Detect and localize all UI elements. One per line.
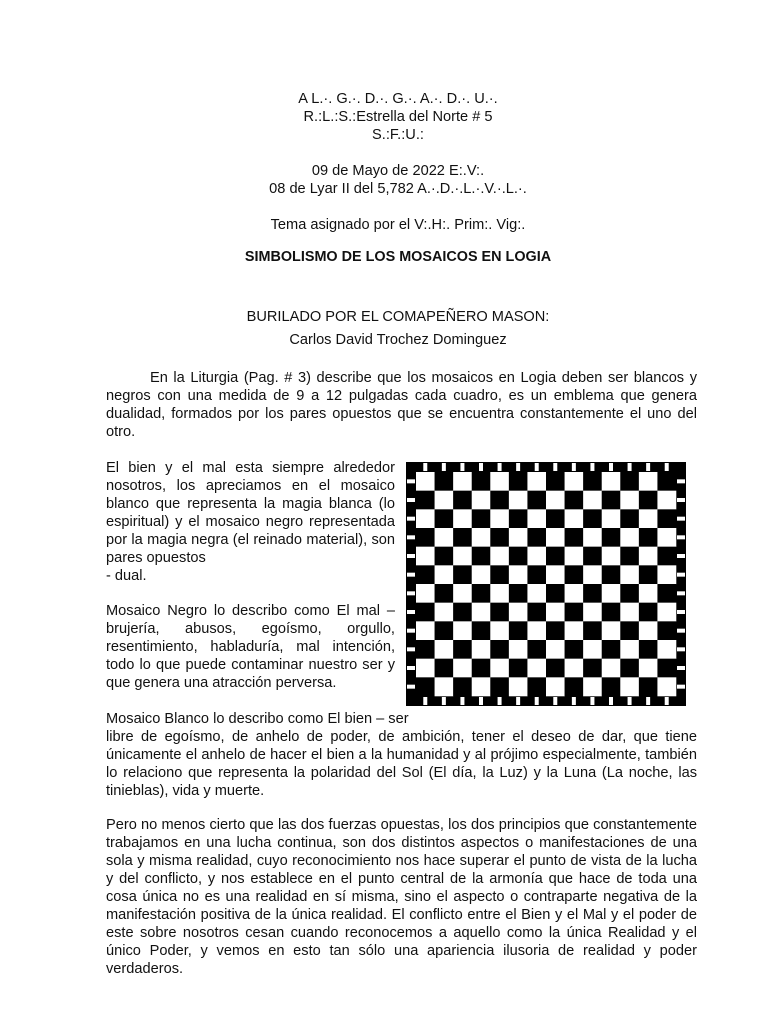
mosaic-tile — [583, 565, 602, 584]
mosaic-tile — [639, 528, 658, 547]
mosaic-tile — [509, 621, 528, 640]
mosaic-tile — [583, 509, 602, 528]
border-notch — [442, 697, 446, 705]
mosaic-tile — [509, 509, 528, 528]
mosaic-tile — [435, 509, 454, 528]
mosaic-tile — [602, 491, 621, 510]
border-notch — [677, 685, 685, 689]
mosaic-tile — [435, 677, 454, 696]
mosaic-tile — [565, 640, 584, 659]
header-tema: Tema asignado por el V:.H:. Prim:. Vig:. — [270, 217, 526, 233]
mosaic-tile — [620, 640, 639, 659]
mosaic-tile — [472, 509, 491, 528]
mosaic-tile — [453, 659, 472, 678]
mosaic-tile — [602, 640, 621, 659]
border-notch — [460, 697, 464, 705]
mosaic-tile — [565, 472, 584, 491]
mosaic-tile — [509, 565, 528, 584]
mosaic-tile — [657, 528, 676, 547]
border-notch — [479, 463, 483, 471]
mosaic-tile — [583, 528, 602, 547]
mosaic-tile — [435, 565, 454, 584]
mosaic-tile — [602, 584, 621, 603]
mosaic-tile — [509, 640, 528, 659]
document-title: SIMBOLISMO DE LOS MOSAICOS EN LOGIA — [244, 249, 552, 265]
mosaic-tile — [546, 528, 565, 547]
mosaic-tile — [639, 640, 658, 659]
border-notch — [407, 685, 415, 689]
border-notch — [677, 554, 685, 558]
mosaic-tile — [657, 603, 676, 622]
mosaic-tile — [602, 677, 621, 696]
mosaic-tile — [453, 677, 472, 696]
border-notch — [423, 697, 427, 705]
mosaic-tile — [490, 640, 509, 659]
mosaic-tile — [565, 491, 584, 510]
mosaic-tile — [583, 603, 602, 622]
mosaic-tile — [527, 528, 546, 547]
mosaic-tile — [583, 659, 602, 678]
mosaic-tile — [546, 472, 565, 491]
mosaic-tile — [416, 659, 435, 678]
mosaic-tile — [602, 472, 621, 491]
mosaic-tile — [472, 603, 491, 622]
border-notch — [535, 463, 539, 471]
border-notch — [553, 697, 557, 705]
paragraph-2 — [106, 459, 395, 585]
mosaic-tile — [527, 640, 546, 659]
mosaic-tile — [565, 565, 584, 584]
mosaic-tile — [416, 640, 435, 659]
mosaic-tile — [657, 640, 676, 659]
mosaic-tile — [565, 621, 584, 640]
border-notch — [407, 517, 415, 521]
border-notch — [407, 573, 415, 577]
mosaic-tile — [416, 677, 435, 696]
mosaic-tile — [546, 621, 565, 640]
mosaic-tile — [583, 640, 602, 659]
mosaic-tile — [472, 491, 491, 510]
mosaic-tile — [509, 528, 528, 547]
border-notch — [665, 697, 669, 705]
border-notch — [516, 697, 520, 705]
mosaic-tile — [416, 603, 435, 622]
mosaic-tile — [490, 528, 509, 547]
border-notch — [590, 697, 594, 705]
mosaic-tile — [453, 584, 472, 603]
mosaic-tile — [490, 621, 509, 640]
mosaic-tile — [416, 584, 435, 603]
mosaic-tile — [472, 584, 491, 603]
checkerboard-svg — [406, 462, 686, 706]
mosaic-tile — [435, 547, 454, 566]
mosaic-tile — [453, 565, 472, 584]
mosaic-tile — [527, 659, 546, 678]
mosaic-tile — [472, 677, 491, 696]
mosaic-tile — [472, 565, 491, 584]
mosaic-tile — [620, 565, 639, 584]
mosaic-tile — [639, 677, 658, 696]
mosaic-tile — [565, 584, 584, 603]
paragraph-5: Pero no menos cierto que las dos fuerzas opuestas, los dos principios que constantemente trabajamos en una lucha continua, son dos distintos aspectos o manifestaciones de una sola y misma realidad, cuyo reconocimiento nos hace superar el punto de vista de la lucha y del conflicto, y nos establece en el punto central de la armonía que hace de toda una cosa única no es una realidad en sí misma, sino el aspecto o contraparte negativa de la manifestación positiva de la única realidad. El conflicto entre el Bien y el Mal y el poder de este sobre nosotros cesan cuando reconocemos a aquello como la única Realidad y el único Poder, y vemos en esto tan sólo una apariencia ilusoria de realidad y poder verdaderos. — [106, 817, 697, 977]
border-notch — [423, 463, 427, 471]
paragraph-3: Mosaico Negro lo describo como El mal – brujería, abusos, egoísmo, orgullo, resentimiento, habladuría, mal intención, todo lo que puede contaminar nuestro ser y que genera una atracción perversa. — [106, 603, 395, 691]
mosaic-tile — [565, 603, 584, 622]
mosaic-tile — [657, 584, 676, 603]
mosaic-tile — [490, 509, 509, 528]
mosaic-tile — [620, 621, 639, 640]
mosaic-tile — [546, 640, 565, 659]
mosaic-tile — [620, 472, 639, 491]
border-notch — [535, 697, 539, 705]
border-notch — [677, 647, 685, 651]
mosaic-tile — [509, 491, 528, 510]
mosaic-tile — [490, 491, 509, 510]
mosaic-tile — [527, 547, 546, 566]
mosaic-tile — [435, 491, 454, 510]
mosaic-tile — [453, 528, 472, 547]
mosaic-tile — [472, 640, 491, 659]
mosaic-tile — [602, 528, 621, 547]
paragraph-2-tail: - dual. — [106, 568, 147, 584]
border-notch — [677, 573, 685, 577]
mosaic-tile — [527, 621, 546, 640]
mosaic-tile — [657, 621, 676, 640]
paragraph-4-body: libre de egoísmo, de anhelo de poder, de ambición, tener el deseo de dar, que tiene únicamente el anhelo de hacer el bien a la humanidad y al prójimo especialmente, también lo relaciono que representa la polaridad del Sol (El día, la Luz) y la Luna (La noche, las tinieblas), vida y muerte. — [106, 729, 697, 799]
mosaic-tile — [509, 659, 528, 678]
author-label: BURILADO POR EL COMAPEÑERO MASON: — [246, 309, 550, 325]
border-notch — [677, 610, 685, 614]
border-notch — [590, 463, 594, 471]
mosaic-tile — [490, 584, 509, 603]
mosaic-tile — [565, 677, 584, 696]
border-notch — [572, 697, 576, 705]
border-notch — [407, 666, 415, 670]
mosaic-tile — [509, 677, 528, 696]
mosaic-tile — [583, 584, 602, 603]
mosaic-tile — [602, 547, 621, 566]
header-line-3: S.:F.:U.: — [372, 127, 424, 143]
mosaic-tile — [546, 659, 565, 678]
border-notch — [572, 463, 576, 471]
border-notch — [628, 697, 632, 705]
border-notch — [407, 591, 415, 595]
mosaic-tile — [416, 565, 435, 584]
mosaic-tile — [657, 509, 676, 528]
border-notch — [407, 647, 415, 651]
mosaic-tile — [546, 677, 565, 696]
mosaic-tile — [565, 528, 584, 547]
document-header — [0, 90, 768, 234]
border-notch — [646, 463, 650, 471]
mosaic-tile — [583, 472, 602, 491]
mosaic-tile — [657, 659, 676, 678]
mosaic-tile — [416, 547, 435, 566]
border-notch — [646, 697, 650, 705]
border-notch — [498, 463, 502, 471]
mosaic-tile — [435, 640, 454, 659]
mosaic-tile — [472, 659, 491, 678]
header-date-1: 09 de Mayo de 2022 E:.V:. — [311, 163, 485, 179]
mosaic-tile — [453, 472, 472, 491]
mosaic-tile — [620, 528, 639, 547]
mosaic-tile — [435, 472, 454, 491]
paragraph-4-first-line: Mosaico Blanco lo describo como El bien – ser — [106, 711, 409, 727]
header-line-2: R.:L.:S.:Estrella del Norte # 5 — [303, 109, 493, 125]
mosaic-tile — [639, 603, 658, 622]
border-notch — [407, 535, 415, 539]
border-notch — [407, 629, 415, 633]
mosaic-tile — [639, 565, 658, 584]
mosaic-tile — [639, 584, 658, 603]
mosaic-tile — [527, 472, 546, 491]
mosaic-tile — [472, 547, 491, 566]
border-notch — [479, 697, 483, 705]
mosaic-tile — [472, 621, 491, 640]
mosaic-tile — [453, 491, 472, 510]
mosaic-tile — [453, 547, 472, 566]
mosaic-tile — [620, 509, 639, 528]
mosaic-tile — [546, 584, 565, 603]
border-notch — [628, 463, 632, 471]
mosaic-tile — [620, 547, 639, 566]
mosaic-tile — [435, 659, 454, 678]
mosaic-tile — [435, 621, 454, 640]
border-notch — [677, 535, 685, 539]
border-notch — [516, 463, 520, 471]
mosaic-tile — [620, 603, 639, 622]
mosaic-tile — [527, 491, 546, 510]
mosaic-tile — [527, 509, 546, 528]
mosaic-tile — [546, 509, 565, 528]
mosaic-tile — [546, 547, 565, 566]
mosaic-tile — [546, 491, 565, 510]
mosaic-tile — [490, 677, 509, 696]
mosaic-tile — [509, 472, 528, 491]
mosaic-tile — [565, 509, 584, 528]
mosaic-tile — [490, 472, 509, 491]
mosaic-tile — [583, 491, 602, 510]
mosaic-tile — [657, 677, 676, 696]
mosaic-tile — [527, 565, 546, 584]
mosaic-tile — [620, 659, 639, 678]
header-line-1: A L.·. G.·. D.·. G.·. A.·. D.·. U.·. — [298, 91, 498, 107]
border-notch — [609, 697, 613, 705]
border-notch — [677, 666, 685, 670]
checkerboard-image — [406, 462, 686, 706]
mosaic-tile — [620, 491, 639, 510]
mosaic-tile — [527, 603, 546, 622]
border-notch — [677, 591, 685, 595]
mosaic-tile — [657, 472, 676, 491]
mosaic-tile — [472, 472, 491, 491]
border-notch — [609, 463, 613, 471]
paragraph-1: En la Liturgia (Pag. # 3) describe que los mosaicos en Logia deben ser blancos y negros con una medida de 9 a 12 pulgadas cada cuadro, es un emblema que genera dualidad, formados por los pares opuestos que se encuentra constantemente el uno del otro. — [106, 370, 697, 440]
mosaic-tile — [657, 491, 676, 510]
border-notch — [677, 498, 685, 502]
border-notch — [665, 463, 669, 471]
mosaic-tile — [546, 603, 565, 622]
mosaic-tile — [583, 621, 602, 640]
mosaic-tile — [453, 509, 472, 528]
mosaic-tile — [639, 621, 658, 640]
paragraph-4 — [106, 710, 697, 800]
mosaic-tile — [509, 547, 528, 566]
mosaic-tile — [527, 677, 546, 696]
author-name: Carlos David Trochez Dominguez — [289, 332, 507, 348]
border-notch — [677, 517, 685, 521]
border-notch — [407, 610, 415, 614]
paragraph-2-text: El bien y el mal esta siempre alrededor nosotros, los apreciamos en el mosaico blanco que representa la magia blanca (lo espiritual) y el mosaico negro representada por la magia negra (el reinado material), son pares opuestos — [106, 460, 395, 566]
mosaic-tile — [602, 659, 621, 678]
mosaic-tile — [546, 565, 565, 584]
mosaic-tile — [472, 528, 491, 547]
header-date-2: 08 de Lyar II del 5,782 A.·.D.·.L.·.V.·.L.·. — [269, 181, 527, 197]
mosaic-tile — [583, 677, 602, 696]
mosaic-tile — [639, 491, 658, 510]
mosaic-tile — [435, 528, 454, 547]
border-notch — [442, 463, 446, 471]
border-notch — [553, 463, 557, 471]
mosaic-tile — [657, 565, 676, 584]
mosaic-tile — [509, 584, 528, 603]
mosaic-tile — [490, 565, 509, 584]
mosaic-tile — [602, 565, 621, 584]
mosaic-tile — [602, 509, 621, 528]
mosaic-tile — [527, 584, 546, 603]
mosaic-tile — [602, 603, 621, 622]
border-notch — [677, 629, 685, 633]
mosaic-tile — [416, 491, 435, 510]
mosaic-tile — [490, 659, 509, 678]
mosaic-tile — [620, 584, 639, 603]
border-notch — [498, 697, 502, 705]
mosaic-tile — [639, 472, 658, 491]
mosaic-tile — [435, 584, 454, 603]
border-notch — [460, 463, 464, 471]
mosaic-tile — [639, 509, 658, 528]
mosaic-tile — [509, 603, 528, 622]
mosaic-tile — [639, 547, 658, 566]
mosaic-tile — [565, 659, 584, 678]
mosaic-tile — [453, 640, 472, 659]
border-notch — [407, 479, 415, 483]
mosaic-tile — [453, 603, 472, 622]
border-notch — [407, 554, 415, 558]
mosaic-tile — [565, 547, 584, 566]
mosaic-tile — [639, 659, 658, 678]
border-notch — [677, 479, 685, 483]
mosaic-tile — [490, 547, 509, 566]
mosaic-tile — [435, 603, 454, 622]
mosaic-tile — [416, 472, 435, 491]
border-notch — [407, 498, 415, 502]
mosaic-tile — [416, 621, 435, 640]
mosaic-tile — [602, 621, 621, 640]
mosaic-tile — [620, 677, 639, 696]
mosaic-tile — [583, 547, 602, 566]
mosaic-tile — [657, 547, 676, 566]
mosaic-tile — [416, 528, 435, 547]
mosaic-tile — [416, 509, 435, 528]
mosaic-tile — [490, 603, 509, 622]
mosaic-tile — [453, 621, 472, 640]
